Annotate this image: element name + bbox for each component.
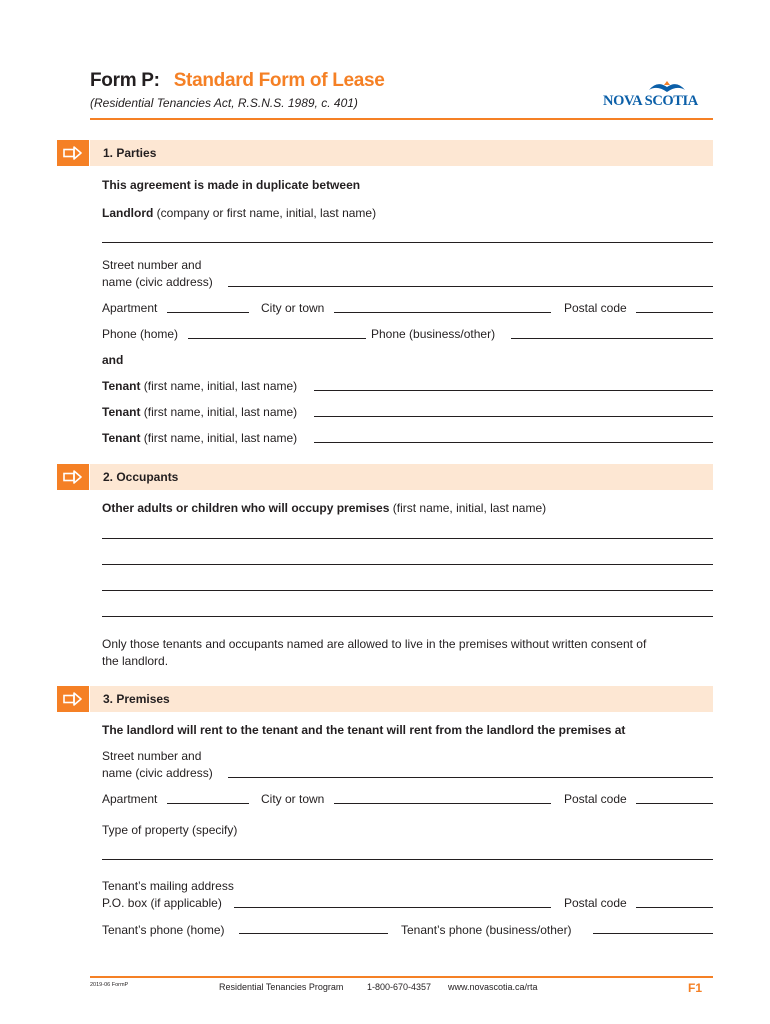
- section-heading-occupants: 2. Occupants: [103, 470, 179, 484]
- premises-apartment-field[interactable]: [167, 803, 249, 804]
- section-arrow-occupants: [57, 464, 89, 490]
- tenant-phone-home-field[interactable]: [239, 933, 388, 934]
- section-arrow-parties: [57, 140, 89, 166]
- section-heading-parties: 1. Parties: [103, 146, 157, 160]
- landlord-city-field[interactable]: [334, 312, 551, 313]
- header-rule: [90, 118, 713, 120]
- occupant-field-3[interactable]: [102, 590, 713, 591]
- landlord-street-label-1: Street number and: [102, 258, 202, 272]
- landlord-name-field[interactable]: [102, 242, 713, 243]
- form-subtitle: (Residential Tenancies Act, R.S.N.S. 1989, c. 401): [90, 96, 358, 110]
- landlord-hint: (company or first name, initial, last name): [156, 206, 377, 220]
- section-arrow-premises: [57, 686, 89, 712]
- tenant-1-label-row: [102, 379, 297, 393]
- premises-postal-label: Postal code: [564, 792, 627, 806]
- tenant-3-label: Tenant: [102, 431, 141, 445]
- landlord-postal-label: Postal code: [564, 301, 627, 315]
- mailing-address-label-2: P.O. box (if applicable): [102, 896, 222, 910]
- tenant-1-hint: (first name, initial, last name): [143, 379, 298, 393]
- arrow-right-icon: [63, 146, 83, 160]
- landlord-phone-business-label: Phone (business/other): [371, 327, 496, 341]
- form-title: [90, 70, 385, 92]
- landlord-apartment-label: Apartment: [102, 301, 158, 315]
- occupant-field-4[interactable]: [102, 616, 713, 617]
- premises-street-label-1: Street number and: [102, 749, 202, 763]
- landlord-label-row: [102, 206, 376, 220]
- arrow-right-icon: [63, 692, 83, 706]
- form-label: Form P:: [90, 70, 160, 91]
- landlord-apartment-field[interactable]: [167, 312, 249, 313]
- and-label: and: [102, 353, 124, 367]
- section-bar-parties: [90, 140, 713, 166]
- property-type-field[interactable]: [102, 859, 713, 860]
- occupant-field-2[interactable]: [102, 564, 713, 565]
- tenant-3-hint: (first name, initial, last name): [143, 431, 298, 445]
- mailing-postal-label: Postal code: [564, 896, 627, 910]
- logo-text: NOVA SCOTIA: [603, 93, 698, 109]
- tenant-phone-home-label: Tenant’s phone (home): [102, 923, 225, 937]
- occupants-prompt-bold: Other adults or children who will occupy premises: [102, 501, 390, 515]
- footer-program: Residential Tenancies Program: [219, 982, 344, 992]
- landlord-street-label-2: name (civic address): [102, 275, 213, 289]
- form-title-text: Standard Form of Lease: [173, 70, 385, 91]
- premises-city-field[interactable]: [334, 803, 551, 804]
- premises-intro: The landlord will rent to the tenant and the tenant will rent from the landlord the premises at: [102, 723, 626, 737]
- landlord-phone-home-field[interactable]: [188, 338, 366, 339]
- section-bar-premises: [90, 686, 713, 712]
- tenant-3-label-row: [102, 431, 297, 445]
- footer-website[interactable]: www.novascotia.ca/rta: [448, 982, 538, 992]
- tenant-3-field[interactable]: [314, 442, 713, 443]
- tenant-2-label: Tenant: [102, 405, 141, 419]
- mailing-address-field[interactable]: [234, 907, 551, 908]
- occupants-prompt-hint: (first name, initial, last name): [392, 501, 547, 515]
- landlord-phone-home-label: Phone (home): [102, 327, 179, 341]
- tenant-2-hint: (first name, initial, last name): [143, 405, 298, 419]
- page-number: F1: [688, 981, 703, 995]
- occupants-note-1: Only those tenants and occupants named are allowed to live in the premises without written consent of: [102, 637, 647, 651]
- landlord-postal-field[interactable]: [636, 312, 713, 313]
- mailing-address-label-1: Tenant’s mailing address: [102, 879, 234, 893]
- landlord-label: Landlord: [102, 206, 154, 220]
- tenant-phone-business-label: Tenant’s phone (business/other): [401, 923, 572, 937]
- footer-revision: 2019-06 FormP: [90, 982, 129, 988]
- tenant-1-label: Tenant: [102, 379, 141, 393]
- premises-postal-field[interactable]: [636, 803, 713, 804]
- landlord-city-label: City or town: [261, 301, 325, 315]
- premises-city-label: City or town: [261, 792, 325, 806]
- property-type-label: Type of property (specify): [102, 823, 238, 837]
- tenant-2-field[interactable]: [314, 416, 713, 417]
- footer-phone: 1-800-670-4357: [367, 982, 432, 992]
- premises-street-label-2: name (civic address): [102, 766, 213, 780]
- parties-intro: This agreement is made in duplicate between: [102, 178, 361, 192]
- occupants-note-2: the landlord.: [102, 654, 169, 668]
- occupant-field-1[interactable]: [102, 538, 713, 539]
- nova-scotia-logo: [603, 78, 715, 112]
- landlord-street-field[interactable]: [228, 286, 713, 287]
- osprey-icon: [647, 78, 687, 94]
- tenant-2-label-row: [102, 405, 297, 419]
- tenant-phone-business-field[interactable]: [593, 933, 713, 934]
- arrow-right-icon: [63, 470, 83, 484]
- premises-street-field[interactable]: [228, 777, 713, 778]
- premises-apartment-label: Apartment: [102, 792, 158, 806]
- section-heading-premises: 3. Premises: [103, 692, 170, 706]
- section-bar-occupants: [90, 464, 713, 490]
- landlord-phone-business-field[interactable]: [511, 338, 713, 339]
- tenant-1-field[interactable]: [314, 390, 713, 391]
- mailing-postal-field[interactable]: [636, 907, 713, 908]
- occupants-prompt: [102, 501, 546, 515]
- footer-rule: [90, 976, 713, 978]
